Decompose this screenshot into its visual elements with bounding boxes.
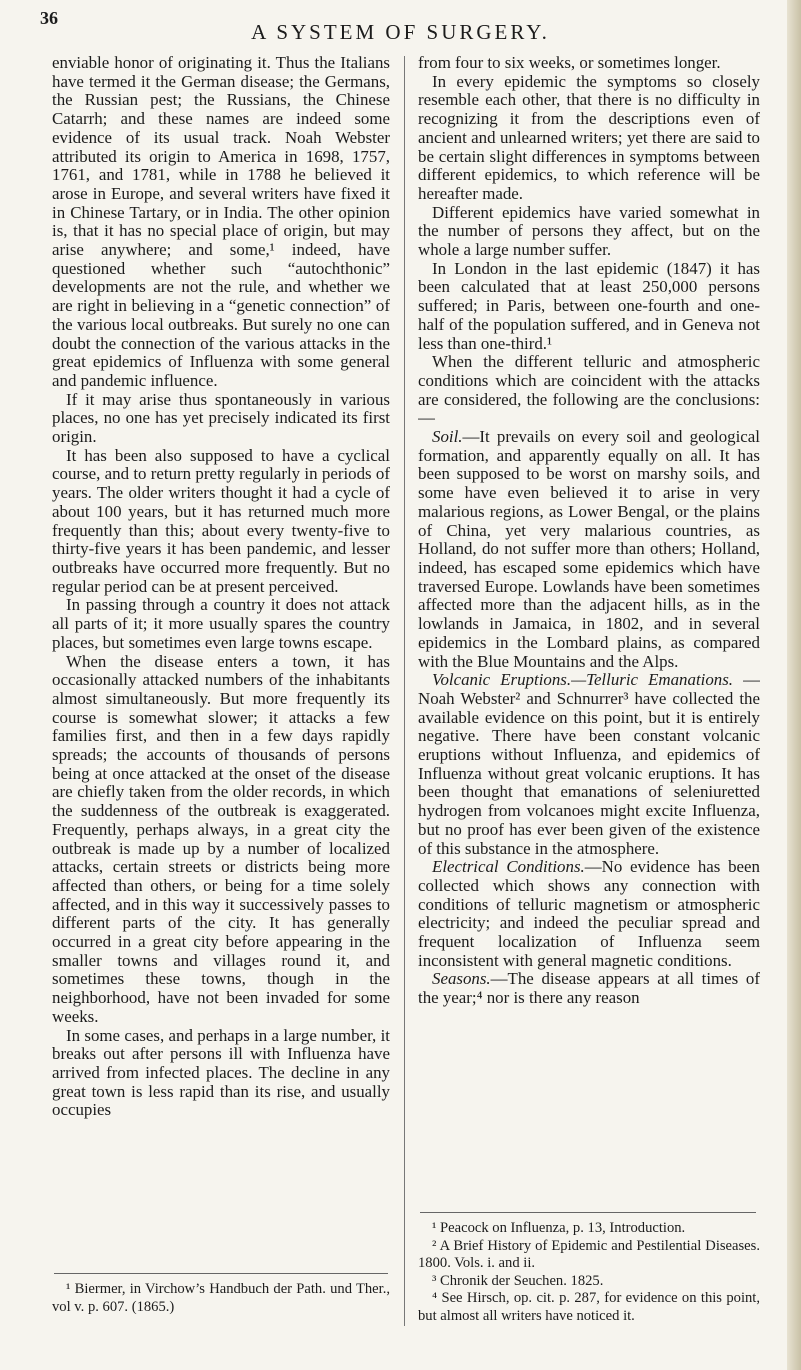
paragraph: When the disease enters a town, it has occasionally attacked numbers of the inhabitants almost simultaneously. But more frequently its course is somewhat slower; it attacks a few families first, and then in a few days rapidly spreads; the accounts of thousands of persons being at once attacked at the onset of the disease are chiefly taken from the older records, in which the suddenness of the outbreak is exaggerated. Frequently, perhaps always, in a great city the outbreak is made up by a number of localized attacks, certain streets or districts being more affected than others, or being for a time solely affected, and in this way it successively passes to different parts of the city. It has generally occurred in a great city before appearing in the smaller towns and villages round it, and sometimes these towns, though in the neighborhood, have not been invaded for some weeks. <box>52 651 390 1026</box>
paragraph: If it may arise thus spontaneously in various places, no one has yet precisely indicated its first origin. <box>52 389 390 447</box>
left-column <box>52 54 390 1254</box>
paragraph-soil <box>418 428 760 671</box>
section-lead-seasons: Seasons. <box>432 969 491 989</box>
paragraph-volcanic <box>418 671 760 858</box>
section-lead-volcanic: Volcanic Eruptions.—Telluric Emanations. <box>432 670 734 690</box>
section-lead-soil: Soil. <box>432 427 463 447</box>
paragraph-body: —It prevails on every soil and geological formation, and apparently equally on all. It has been supposed to be worst on marshy soils, and some have even believed it to arise in very malarious regions, as Lower Bengal, or the plains of China, yet very malarious countries, as Holland, do not suffer more than others; Holland, indeed, has escaped some epidemics which have traversed Europe. Lowlands have been sometimes affected more than the adjacent hills, as in the lowlands in Jamaica, in 1802, and in several epidemics in the Lombard plains, as compared with the Blue Mountains and the Alps. <box>418 427 760 671</box>
paragraph: When the different telluric and atmospheric conditions which are coincident with the attacks are considered, the following are the conclusions:— <box>418 352 760 428</box>
paragraph: In passing through a country it does not attack all parts of it; it more usually spares the country places, but sometimes even large towns escape. <box>52 595 390 652</box>
footnote: ² A Brief History of Epidemic and Pestilential Diseases. 1800. Vols. i. and ii. <box>418 1237 760 1271</box>
footnote: ³ Chronik der Seuchen. 1825. <box>432 1272 604 1289</box>
paragraph-body: —No evidence has been collected which shows any connection with conditions of telluric magnetism or atmospheric electricity; and indeed the peculiar spread and frequent localization of Influenza seem inconsistent with general magnetic conditions. <box>418 857 760 970</box>
right-column <box>418 54 760 1204</box>
footnote-rule <box>54 1273 388 1274</box>
footnote: ¹ Peacock on Influenza, p. 13, Introduction. <box>432 1220 686 1236</box>
footnote: ¹ Biermer, in Virchow’s Handbuch der Path. und Ther., vol v. p. 607. (1865.) <box>52 1281 390 1315</box>
footnote-rule <box>420 1212 756 1213</box>
paragraph: enviable honor of originating it. Thus the Italians have termed it the German disease; the Germans, the Russian pest; the Russians, the Chinese Catarrh; and these names are indeed some evidence of its usual track. Noah Webster attributed its origin to America in 1698, 1757, 1761, and 1781, while in 1788 he believed it arose in Europe, and several writers have fixed it in Chinese Tartary, or in India. The other opinion is, that it has no special place of origin, but may arise anywhere; and some,¹ indeed, have questioned whether such “autochthonic” developments are not the rule, and whether we are right in believing in a “genetic connection” of the various local outbreaks. But surely no one can doubt the connection of the various attacks in the great epidemics of Influenza with some general and pandemic influence. <box>52 54 390 390</box>
paragraph: In some cases, and perhaps in a large number, it breaks out after persons ill with Influenza have arrived from infected places. The decline in any great town is less rapid than its rise, and usually occupies <box>52 1025 390 1120</box>
paragraph-body: —The disease appears at all times of the year;⁴ nor is there any reason <box>418 969 760 1008</box>
section-lead-electrical: Electrical Conditions. <box>432 857 585 877</box>
paragraph-seasons <box>418 970 760 1007</box>
paragraph-electrical <box>418 858 760 970</box>
page-edge <box>787 0 801 1370</box>
footnotes-right <box>418 1220 760 1325</box>
paragraph: Different epidemics have varied somewhat in the number of persons they affect, but on the whole a large number suffer. <box>418 202 760 260</box>
paragraph: from four to six weeks, or sometimes longer. <box>418 54 721 72</box>
paragraph: In every epidemic the symptoms so closely resemble each other, that there is no difficulty in recognizing it from the descriptions even of ancient and unlearned writers; yet there are said to be certain slight differences in symptoms between different epidemics, to which reference will be hereafter made. <box>418 71 760 203</box>
column-divider <box>404 56 405 1326</box>
paragraph: In London in the last epidemic (1847) it has been calculated that at least 250,000 persons suffered; in Paris, between one-fourth and one-half of the population suffered, and in Geneva not less than one-third.¹ <box>418 258 760 353</box>
paragraph-body: —Noah Webster² and Schnurrer³ have collected the available evidence on this point, but it is entirely negative. There have been constant volcanic eruptions without Influenza, and epidemics of Influenza without great volcanic eruptions. It has been thought that emanations of seleniuretted hydrogen from volcanoes might excite Influenza, but no proof has ever been given of the existence of this substance in the atmosphere. <box>418 670 760 858</box>
paragraph: It has been also supposed to have a cyclical course, and to return pretty regularly in periods of years. The older writers thought it had a cycle of about 100 years, but it has returned much more frequently than this; about every twenty-five to thirty-five years it has been pandemic, and lesser outbreaks have occurred more frequently. But no regular period can be at present perceived. <box>52 445 390 596</box>
running-title: A SYSTEM OF SURGERY. <box>251 20 550 44</box>
footnote: ⁴ See Hirsch, op. cit. p. 287, for evidence on this point, but almost all writers have noticed it. <box>418 1290 760 1324</box>
footnotes-left <box>52 1281 390 1316</box>
page-number: 36 <box>40 8 58 28</box>
